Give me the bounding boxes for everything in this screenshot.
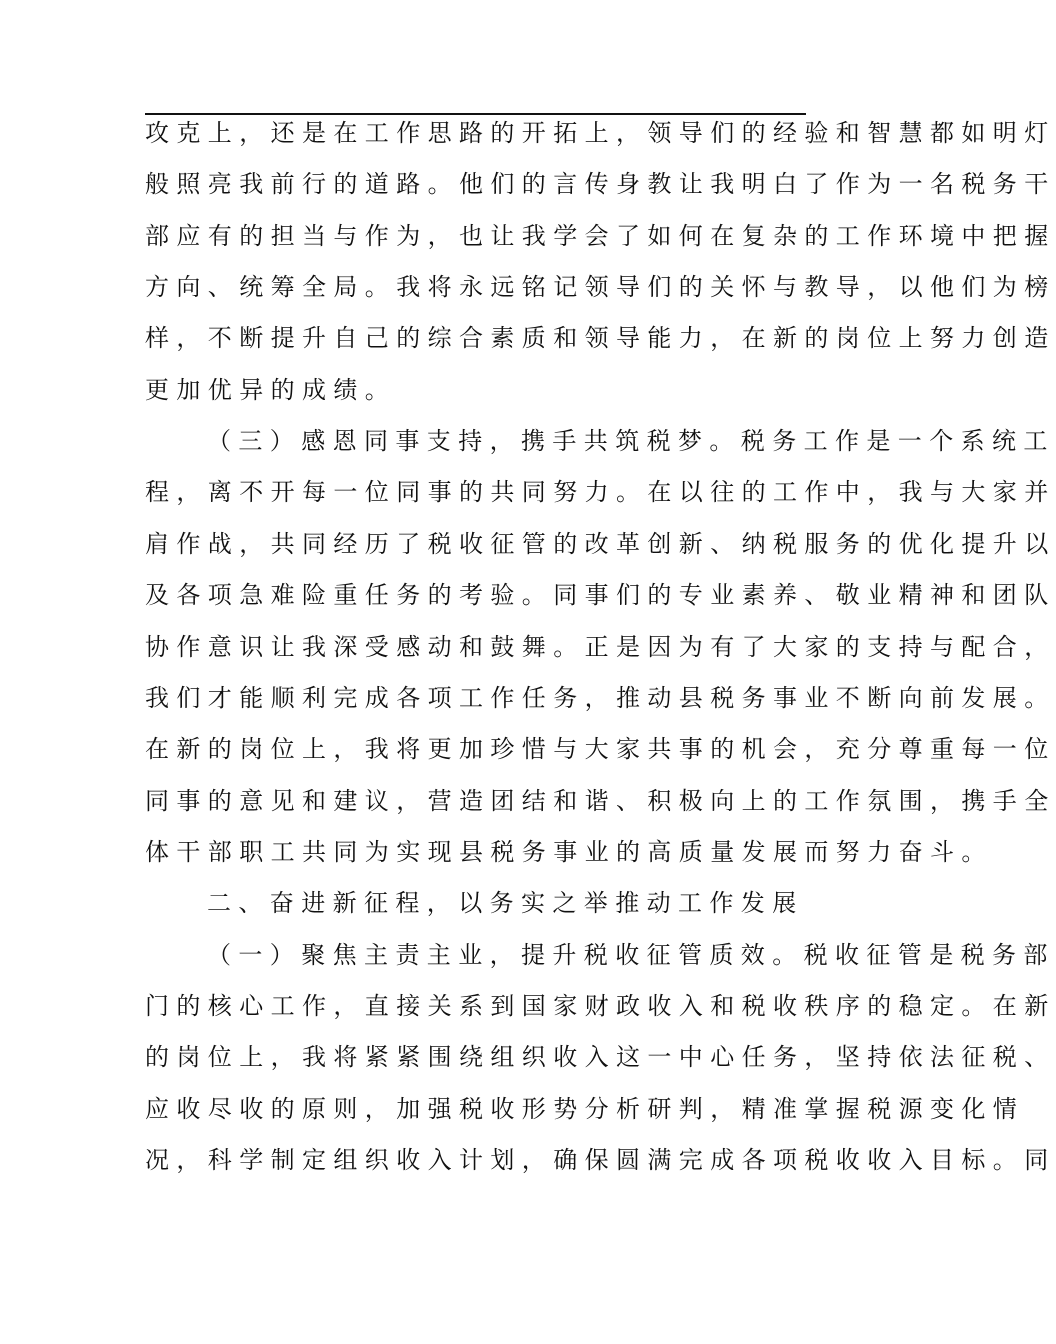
text-line: 的岗位上，我将紧紧围绕组织收入这一中心任务，坚持依法征税、: [145, 1043, 1056, 1072]
text-line: 及各项急难险重任务的考验。同事们的专业素养、敬业精神和团队: [145, 581, 1056, 610]
text-line: 门的核心工作，直接关系到国家财政收入和税收秩序的稳定。在新: [145, 991, 1056, 1020]
text-line: 同事的意见和建议，营造团结和谐、积极向上的工作氛围，携手全: [145, 786, 1056, 815]
header-rule: [145, 113, 806, 115]
text-line: 况，科学制定组织收入计划，确保圆满完成各项税收收入目标。同: [145, 1146, 1056, 1174]
text-line: 我们才能顺利完成各项工作任务，推动县税务事业不断向前发展。: [145, 683, 1056, 712]
text-line: 般照亮我前行的道路。他们的言传身教让我明白了作为一名税务干: [145, 170, 1056, 199]
text-line: 协作意识让我深受感动和鼓舞。正是因为有了大家的支持与配合，: [145, 632, 1056, 661]
text-line: 应收尽收的原则，加强税收形势分析研判，精准掌握税源变化情: [145, 1094, 1025, 1123]
text-line: 程，离不开每一位同事的共同努力。在以往的工作中，我与大家并: [145, 478, 1056, 507]
paragraph-first-line: （一）聚焦主责主业，提升税收征管质效。税收征管是税务部: [207, 940, 1055, 969]
paragraph-first-line: （三）感恩同事支持，携手共筑税梦。税务工作是一个系统工: [207, 427, 1055, 456]
text-line: 体干部职工共同为实现县税务事业的高质量发展而努力奋斗。: [145, 837, 993, 866]
text-line: 肩作战，共同经历了税收征管的改革创新、纳税服务的优化提升以: [145, 529, 1056, 558]
text-line: 攻克上，还是在工作思路的开拓上，领导们的经验和智慧都如明灯: [145, 119, 1056, 147]
paragraph-first-line: 二、奋进新征程，以务实之举推动工作发展: [207, 889, 804, 918]
text-line: 样，不断提升自己的综合素质和领导能力，在新的岗位上努力创造: [145, 324, 1056, 353]
text-line: 在新的岗位上，我将更加珍惜与大家共事的机会，充分尊重每一位: [145, 735, 1056, 764]
text-line: 方向、统筹全局。我将永远铭记领导们的关怀与教导，以他们为榜: [145, 273, 1056, 302]
text-line: 部应有的担当与作为，也让我学会了如何在复杂的工作环境中把握: [145, 221, 1056, 250]
text-line: 更加优异的成绩。: [145, 375, 397, 404]
